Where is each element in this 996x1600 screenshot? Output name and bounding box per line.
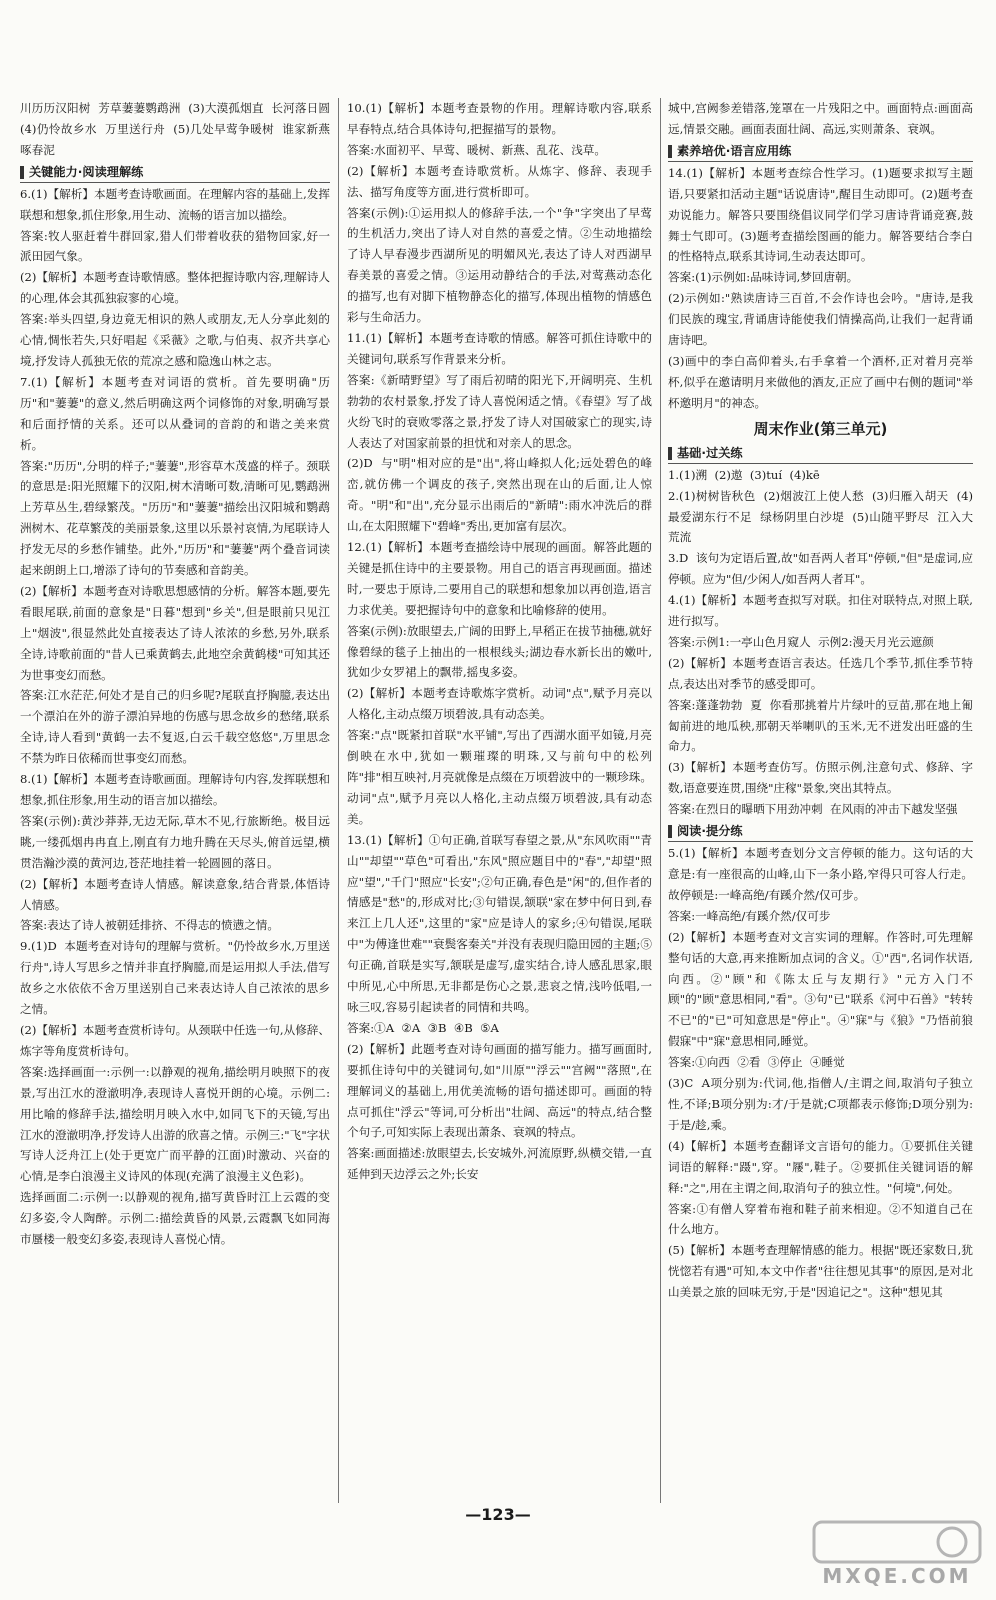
paragraph: (4)【解析】本题考查翻译文言语句的能力。①要抓住关键词语的解释:"蹑",穿。"屦",鞋子。②要抓住关键词语的解释:"之",用在主谓之间,取消句子的独立性。"何境",何处。	[668, 1138, 973, 1195]
paragraph: 2.(1)树树皆秋色 (2)烟波江上使人愁 (3)归雁入胡天 (4)最爱湖东行不足 绿杨阴里白沙堤 (5)山随平野尽 江入大荒流	[668, 488, 973, 545]
paragraph: 答案:江水茫茫,何处才是自己的归乡呢?尾联直抒胸臆,表达出一个漂泊在外的游子漂泊异地的伤感与思念故乡的愁绪,联系全诗,诗人看到"黄鹤一去不复返,白云千载空悠悠",万里思念不禁为昨日依稀而世事变幻而愁。	[20, 688, 330, 766]
paragraph: (2)【解析】本题考查赏析诗句。从颈联中任选一句,从修辞、炼字等角度赏析诗句。	[20, 1022, 330, 1058]
section-header: 基础·过关练	[668, 444, 973, 464]
paragraph: 答案(示例):放眼望去,广阔的田野上,早稻正在拔节抽穗,就好像碧绿的毯子上抽出的一根根线头;湖边春水新长出的嫩叶,犹如少女罗裙上的飘带,摇曳多姿。	[347, 623, 652, 680]
paragraph: 3.D 该句为定语后置,故"如吾两人者耳"停顿,"但"是虚词,应停顿。应为"但/少闲人/如吾两人者耳"。	[668, 551, 973, 587]
section-header: 阅读·提分练	[668, 822, 973, 842]
paragraph: (3)C A项分别为:代词,他,指僧人/主谓之间,取消句子独立性,不译;B项分别为:才/于是就;C项都表示修饰;D项分别为:于是/趁,乘。	[668, 1076, 973, 1132]
paragraph: 1.(1)溯 (2)遨 (3)tuí (4)kē	[668, 467, 820, 482]
paragraph: 答案:在烈日的曝晒下用劲冲刺 在风雨的冲击下越发坚强	[668, 802, 958, 817]
paragraph: 答案:选择画面一:示例一:以静观的视角,描绘明月映照下的夜景,写出江水的澄澈明净,表现诗人喜悦开朗的心境。示例二:用比喻的修辞手法,描绘明月映入水中,如同飞下的天镜,写出江水的澄澈明净,抒发诗人出游的欣喜之情。示例三:"飞"字状写诗人泛舟江上(处于更宽广而平静的江面)时激动、兴奋的心情,是李白浪漫主义诗风的体现(充满了浪漫主义色彩)。	[20, 1064, 330, 1184]
paragraph: 8.(1)【解析】本题考查诗歌画面。理解诗句内容,发挥联想和想象,抓住形象,用生动的语言加以描绘。	[20, 772, 330, 807]
paragraph: (5)【解析】本题考查理解情感的能力。根据"既还家数日,犹恍惚若有遇"可知,本文中作者"往往想见其事"的原因,是对北山美景之旅的回味无穷,于是"因追记之"。这种"想见其	[668, 1243, 973, 1300]
paragraph: (2)示例如:"熟读唐诗三百首,不会作诗也会吟。"唐诗,是我们民族的瑰宝,背诵唐诗能使我们情操高尚,让我们一起背诵唐诗吧。	[668, 291, 973, 348]
paragraph: 答案:①向西 ②看 ③停止 ④睡觉	[668, 1055, 845, 1070]
left-column	[20, 98, 338, 1508]
paragraph: (2)【解析】本题考查对诗歌思想感情的分析。解答本题,要先看眼尾联,前面的意象是"日暮"想到"乡关",但是眼前只见江上"烟波",很显然此处直接表达了诗人浓浓的乡愁,另外,联系全诗,诗歌前面的"昔人已乘黄鹤去,此地空余黄鹤楼"可知其还为世事变幻而愁。	[20, 583, 330, 682]
paragraph: 答案:表达了诗人被朝廷排挤、不得志的愤懑之情。	[20, 918, 279, 933]
paragraph: 答案:举头四望,身边竟无相识的熟人或朋友,无人分享此刻的心情,惆怅若失,只好唱起《采薇》之歌,与伯夷、叔齐共享心境,抒发诗人孤独无依的荒凉之感和隐逸山林之志。	[20, 312, 330, 368]
paragraph: (2)【解析】本题考查诗歌炼字赏析。动词"点",赋予月亮以人格化,主动点缀万顷碧波,具有动态美。	[347, 686, 652, 722]
right-column	[668, 98, 973, 1508]
paragraph: 答案(示例):黄沙莽莽,无边无际,草木不见,行旅断绝。极目远眺,一缕孤烟冉冉直上,刚直有力地升腾在天尽头,俯首远望,横贯浩瀚沙漠的黄河边,苍茫地挂着一轮圆圆的落日。	[20, 813, 330, 870]
paragraph: 川历历汉阳树 芳草萋萋鹦鹉洲 (3)大漠孤烟直 长河落日圆 (4)仍怜故乡水 万里送行舟 (5)几处早莺争暖树 谁家新燕啄春泥	[20, 101, 338, 157]
paragraph: 14.(1)【解析】本题考查综合性学习。(1)题要求拟写主题语,只要紧扣活动主题"话说唐诗",醒目生动即可。(2)题考查劝说能力。解答只要围绕倡议同学们学习唐诗背诵竞赛,鼓舞士气即可。(3)题考查描绘图画的能力。解答要结合李白的性格特点,联系其诗词,生动表达即可。	[668, 165, 973, 264]
section-header: 素养培优·语言应用练	[668, 142, 973, 162]
paragraph: 答案:①A ②A ③B ④B ⑤A	[347, 1020, 499, 1035]
paragraph: (2)【解析】此题考查对诗句画面的描写能力。描写画面时,要抓住诗句中的关键词句,如"川原""浮云""宫阙""落照",在理解词义的基础上,用优美流畅的语句描述即可。画面的特点可抓住"浮云"等词,可分析出"壮阔、高远"的特点,结合整个句子,可知实际上表现出萧条、衰飒的特点。	[347, 1041, 652, 1140]
paragraph: 9.(1)D 本题考查对诗句的理解与赏析。"仍怜故乡水,万里送行舟",诗人写思乡之情并非直抒胸臆,而是运用拟人手法,借写故乡之水依依不舍万里送别自己来表达诗人自己浓浓的思乡之情。	[20, 939, 330, 1017]
middle-column	[347, 98, 652, 1508]
paragraph: 4.(1)【解析】本题考查拟写对联。扣住对联特点,对照上联,进行拟写。	[668, 593, 973, 629]
watermark	[812, 1518, 982, 1588]
column-divider-1	[338, 98, 339, 1503]
paragraph: 城中,宫阙参差错落,笼罩在一片残阳之中。画面特点:画面高远,情景交融。画面表面壮阔、高远,实则萧条、衰飒。	[668, 101, 973, 136]
paragraph: 答案:牧人驱赶着牛群回家,猎人们带着收获的猎物回家,好一派田园气象。	[20, 228, 330, 264]
paragraph: (3)【解析】本题考查仿写。仿照示例,注意句式、修辞、字数,语意要连贯,围绕"庄稼"景象,突出其特点。	[668, 760, 973, 796]
paragraph: (2)【解析】本题考查语言表达。任选几个季节,抓住季节特点,表达出对季节的感受即可。	[668, 655, 973, 691]
paragraph: 答案:《新晴野望》写了雨后初晴的阳光下,开阔明亮、生机勃勃的农村景象,抒发了诗人喜悦闲适之情。《春望》写了战火纷飞时的衰败零落之景,抒发了诗人对国破家亡的现实,诗人表达了对国家前景的担忧和对亲人的思念。	[347, 372, 652, 450]
paragraph: 答案:蓬蓬勃勃 夏 你看那挑着片片绿叶的豆苗,那在地上匍匐前进的地瓜秧,那朝天举喇叭的玉米,无不迸发出旺盛的生命力。	[668, 697, 973, 754]
paragraph: (3)画中的李白高仰着头,右手拿着一个酒杯,正对着月亮举杯,似乎在邀请明月来做他的酒友,正应了画中右侧的题词"举杯邀明月"的神态。	[668, 353, 973, 410]
paragraph: 5.(1)【解析】本题考查划分文言停顿的能力。这句话的大意是:有一座很高的山峰,山下一条小路,窄得只可容人行走。故停顿是:一峰高绝/有蹊介然/仅可步。	[668, 846, 973, 902]
paragraph: 答案:画面描述:放眼望去,长安城外,河流原野,纵横交错,一直延伸到天边浮云之外;长安	[347, 1146, 652, 1182]
paragraph: 10.(1)【解析】本题考查景物的作用。理解诗歌内容,联系早春特点,结合具体诗句,把握描写的景物。	[347, 101, 652, 136]
watermark-logo-icon	[812, 1518, 982, 1566]
page-number: —123—	[465, 1505, 531, 1524]
paragraph: (2)【解析】本题考查诗人情感。解读意象,结合背景,体悟诗人情感。	[20, 876, 330, 912]
paragraph: (2)D 与"明"相对应的是"出",将山峰拟人化;远处碧色的峰峦,就仿佛一个调皮的孩子,突然出现在山的后面,让人惊奇。"明"和"出",充分显示出雨后的"新晴":雨水冲洗后的群山,在太阳照耀下"碧峰"秀出,更加富有层次。	[347, 456, 652, 534]
paragraph: 11.(1)【解析】本题考查诗歌的情感。解答可抓住诗歌中的关键词句,联系写作背景来分析。	[347, 330, 652, 366]
paragraph: 12.(1)【解析】本题考查描绘诗中展现的画面。解答此题的关键是抓住诗中的主要景物。用自己的语言再现画面。描述时,一要忠于原诗,二要用自己的联想和想象加以再创造,语言力求优美。要把握诗句中的意象和比喻修辞的使用。	[347, 540, 652, 617]
paragraph: 答案:水面初平、早莺、暖树、新燕、乱花、浅草。	[347, 142, 606, 157]
paragraph: 6.(1)【解析】本题考查诗歌画面。在理解内容的基础上,发挥联想和想象,抓住形象,用生动、流畅的语言加以描绘。	[20, 186, 330, 222]
paragraph: 答案:一峰高绝/有蹊介然/仅可步	[668, 908, 831, 923]
paragraph: (2)【解析】本题考查诗歌赏析。从炼字、修辞、表现手法、描写角度等方面,进行赏析即可。	[347, 163, 652, 199]
column-divider-2	[660, 98, 661, 1503]
paragraph: 答案:(1)示例如:品味诗词,梦回唐朝。	[668, 270, 859, 285]
paragraph: 答案(示例):①运用拟人的修辞手法,一个"争"字突出了早莺的生机活力,突出了诗人对自然的喜爱之情。②生动地描绘了诗人早春漫步西湖所见的明媚风光,表达了诗人对西湖早春美景的喜爱之情。③运用动静结合的手法,对莺燕动态化的描写,也有对脚下植物静态化的描写,体现出植物的情感色彩与生命活力。	[347, 205, 652, 325]
paragraph: 答案:①有僧人穿着布袍和鞋子前来相迎。②不知道自己在什么地方。	[668, 1201, 973, 1237]
watermark-text: MXQE.COM	[822, 1564, 972, 1588]
section-header: 关键能力·阅读理解练	[20, 163, 330, 183]
paragraph: (2)【解析】本题考查诗歌情感。整体把握诗歌内容,理解诗人的心理,体会其孤独寂寥的心境。	[20, 270, 330, 306]
paragraph: 答案:示例1:一亭山色月窥人 示例2:漫天月光云遮颜	[668, 634, 934, 649]
paragraph: 13.(1)【解析】①句正确,首联写春望之景,从"东风吹雨""青山""却望""草色"可看出,"东风"照应题目中的"春","却望"照应"望","千门"照应"长安";②句正确,春色是"闲"的,但作者的情感是"愁"的,形成对比;③句错误,颔联"家在梦中何日到,春来江上几人还",这里的"家"应是诗人的家乡;④句错误,尾联中"为傅逢世难""衰鬓客秦关"并没有表现归隐田园的主题;⑤句正确,首联是实写,颔联是虚写,虚实结合,诗人感乱思家,眼中所见,心中所思,无非都是伤心之景,悲哀之情,浅吟低唱,一咏三叹,容易引起读者的同情和共鸣。	[347, 832, 652, 1014]
section-title: 周末作业(第三单元)	[753, 419, 888, 438]
paragraph: 答案:"点"既紧扣首联"水平铺",写出了西湖水面平如镜,月亮倒映在水中,犹如一颗璀璨的明珠,又与前句中的松列阵"排"相互映衬,月亮就像是点缀在万顷碧波中的一颗珍珠。动词"点",赋予月亮以人格化,主动点缀万顷碧波,具有动态美。	[347, 728, 652, 826]
paragraph: 答案:"历历",分明的样子;"萋萋",形容草木茂盛的样子。颈联的意思是:阳光照耀下的汉阳,树木清晰可数,清晰可见,鹦鹉洲上芳草丛生,碧绿繁茂。"历历"和"萋萋"描绘出汉阳城和鹦鹉洲树木、花草繁茂的美丽景象,这里以乐景衬哀情,为尾联诗人抒发无尽的乡愁作铺垫。此外,"历历"和"萋萋"两个叠音词读起来朗朗上口,增添了诗句的节奏感和音韵美。	[20, 458, 330, 578]
paragraph: (2)【解析】本题考查对文言实词的理解。作答时,可先理解整句话的大意,再来推断加点词的含义。①"西",名词作状语,向西。②"顾"和《陈太丘与友期行》"元方入门不顾"的"顾"意思相同,"看"。③句"已"联系《河中石兽》"转转不已"的"已"可知意思是"停止"。④"寐"与《狼》"乃悟前狼假寐"中"寐"意思相同,睡觉。	[668, 929, 973, 1049]
paragraph: 7.(1)【解析】本题考查对词语的赏析。首先要明确"历历"和"萋萋"的意义,然后明确这两个词修饰的对象,明确写景和后面抒情的关系。还可以从叠词的音韵的和谐之美来赏析。	[20, 374, 330, 452]
paragraph: 选择画面二:示例一:以静观的视角,描写黄昏时江上云霞的变幻多姿,令人陶醉。示例二:描绘黄昏的风景,云霞飘飞如同海市蜃楼一般变幻多姿,表现诗人喜悦心情。	[20, 1190, 330, 1247]
